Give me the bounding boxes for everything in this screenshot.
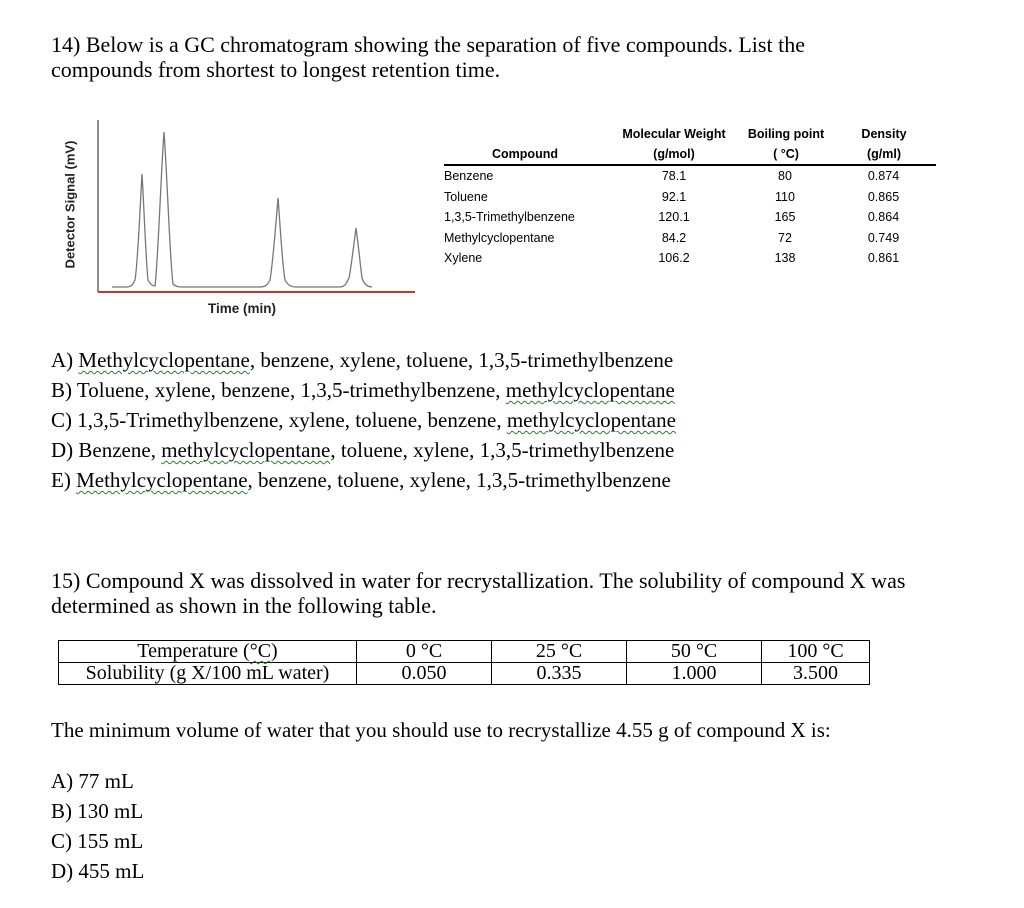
y-axis-label: Detector Signal (mV): [62, 140, 78, 269]
spellcheck-word: Methylcyclopentane: [78, 348, 250, 372]
cell-mw: 92.1: [661, 189, 687, 204]
table-body: [444, 166, 936, 269]
q14-prompt-line-2: compounds from shortest to longest retention time.: [51, 57, 501, 82]
temp-cell: 100 °C: [762, 641, 870, 663]
table-row: [444, 166, 936, 187]
header-density-line-1: Density: [861, 127, 907, 141]
q15-option-b[interactable]: B) 130 mL: [51, 799, 144, 823]
q15-option-a[interactable]: A) 77 mL: [51, 769, 134, 793]
cell-name: Toluene: [444, 189, 488, 204]
cell-bp: 72: [778, 230, 792, 245]
option-text: B) Toluene, xylene, benzene, 1,3,5-trimethylbenzene,: [51, 378, 506, 402]
q15-prompt-line-1: 15) Compound X was dissolved in water for recrystallization. The solubility of compound X was: [51, 568, 906, 593]
header-compound: Compound: [492, 147, 558, 161]
solubility-cell: 1.000: [627, 663, 762, 685]
solubility-label: Solubility (g X/100 mL water): [59, 663, 357, 685]
chromatogram-svg: [60, 112, 430, 332]
table-row: [444, 187, 936, 208]
cell-name: 1,3,5-Trimethylbenzene: [444, 210, 575, 224]
header-mw-line-2: (g/mol): [653, 147, 695, 161]
q15-prompt-line-2: determined as shown in the following table.: [51, 593, 437, 618]
spellcheck-word: Methylcyclopentane: [76, 468, 248, 492]
temp-cell: 50 °C: [627, 641, 762, 663]
cell-density: 0.861: [867, 251, 900, 265]
cell-name: Xylene: [444, 251, 483, 265]
q15-question: The minimum volume of water that you should use to recrystallize 4.55 g of compound X is:: [51, 718, 831, 742]
solubility-cell: 0.335: [492, 663, 627, 685]
header-bp-line-1: Boiling point: [747, 127, 825, 141]
cell-name: Methylcyclopentane: [444, 230, 555, 245]
temperature-row: [59, 641, 870, 663]
cell-bp: 80: [778, 169, 792, 183]
q15-prompt: [51, 568, 905, 618]
chromatogram-trace: [112, 132, 372, 287]
option-text: , benzene, toluene, xylene, 1,3,5-trimethylbenzene: [247, 468, 671, 492]
q14-options: [51, 345, 676, 495]
option-text: , toluene, xylene, 1,3,5-trimethylbenzene: [330, 438, 675, 462]
cell-bp: 138: [774, 251, 796, 265]
temperature-label: [59, 641, 357, 663]
gc-chromatogram: [60, 112, 430, 332]
table-row: [444, 228, 936, 249]
table-row: [444, 248, 936, 269]
compound-property-table: [444, 124, 936, 272]
header-bp: [740, 124, 832, 164]
cell-density: 0.749: [867, 230, 900, 245]
header-mw: [609, 124, 739, 164]
temp-label-close: ): [271, 640, 278, 662]
cell-density: 0.865: [867, 189, 900, 204]
q14-option-e[interactable]: [51, 465, 676, 495]
cell-mw: 120.1: [658, 210, 690, 224]
option-text: C) 1,3,5-Trimethylbenzene, xylene, toluene, benzene,: [51, 408, 507, 432]
temp-cell: 25 °C: [492, 641, 627, 663]
option-text: D) Benzene,: [51, 438, 162, 462]
spellcheck-word: methylcyclopentane: [161, 438, 331, 462]
q14-option-a[interactable]: [51, 345, 676, 375]
cell-name: Benzene: [444, 169, 494, 183]
cell-mw: 84.2: [661, 230, 687, 245]
q14-prompt-line-1: 14) Below is a GC chromatogram showing the separation of five compounds. List the: [51, 32, 805, 57]
option-label: A): [51, 348, 79, 372]
cell-mw: 78.1: [661, 169, 687, 183]
q15-option-c[interactable]: C) 155 mL: [51, 829, 144, 853]
option-text: , benzene, xylene, toluene, 1,3,5-trimethylbenzene: [249, 348, 674, 372]
q14-prompt: [51, 32, 805, 82]
cell-bp: 110: [775, 189, 795, 204]
solubility-table: [58, 640, 870, 685]
cell-density: 0.864: [867, 210, 900, 224]
q14-option-c[interactable]: [51, 405, 676, 435]
temp-label-text: Temperature (: [137, 640, 250, 662]
header-density: [848, 124, 920, 164]
spellcheck-word: methylcyclopentane: [505, 378, 675, 402]
cell-bp: 165: [774, 210, 796, 224]
x-axis-label: Time (min): [208, 301, 277, 316]
solubility-cell: 3.500: [762, 663, 870, 685]
spellcheck-word: methylcyclopentane: [506, 408, 676, 432]
table-row: [444, 207, 936, 228]
temp-unit: °C: [249, 640, 272, 662]
cell-mw: 106.2: [658, 251, 690, 265]
option-label: E): [51, 468, 77, 492]
solubility-row: [59, 663, 870, 685]
header-mw-line-1: Molecular Weight: [622, 127, 726, 141]
temp-cell: 0 °C: [357, 641, 492, 663]
q14-option-b[interactable]: [51, 375, 676, 405]
solubility-cell: 0.050: [357, 663, 492, 685]
q14-option-d[interactable]: [51, 435, 676, 465]
header-density-line-2: (g/ml): [866, 147, 902, 161]
q15-options: [51, 766, 144, 886]
q15-option-d[interactable]: D) 455 mL: [51, 859, 145, 883]
cell-density: 0.874: [867, 169, 900, 183]
header-bp-line-2: ( °C): [773, 147, 799, 161]
